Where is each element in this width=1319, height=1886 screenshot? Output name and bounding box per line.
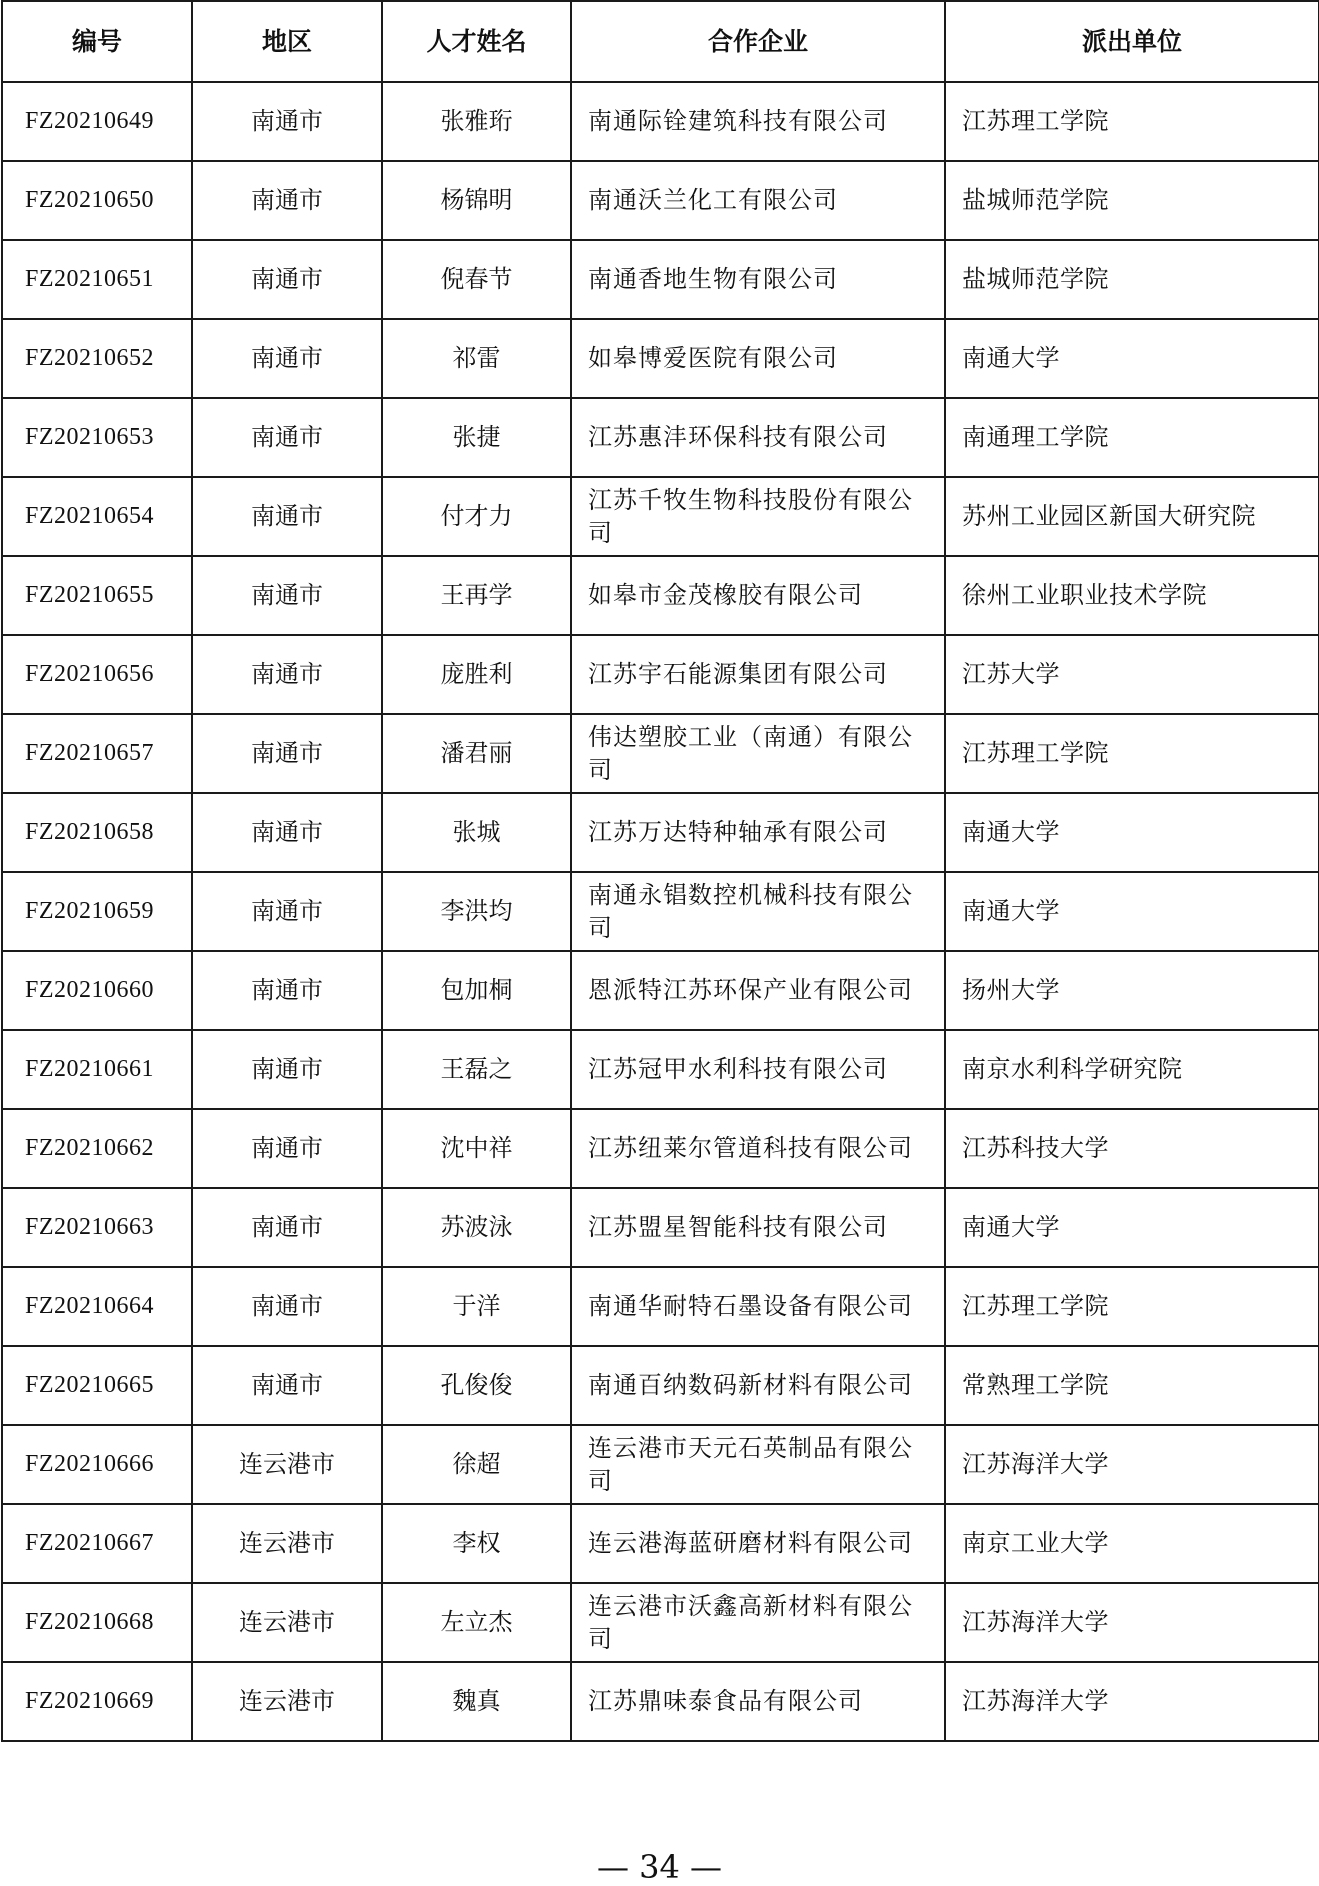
cell-talent-name: 王再学: [382, 556, 571, 635]
cell-talent-name: 包加桐: [382, 951, 571, 1030]
header-region: 地区: [192, 1, 382, 82]
cell-talent-name: 苏波泳: [382, 1188, 571, 1267]
cell-region: 南通市: [192, 556, 382, 635]
cell-id: FZ20210650: [2, 161, 192, 240]
cell-id: FZ20210656: [2, 635, 192, 714]
cell-talent-name: 张捷: [382, 398, 571, 477]
header-talent-name: 人才姓名: [382, 1, 571, 82]
cell-partner-company: 南通香地生物有限公司: [571, 240, 945, 319]
cell-id: FZ20210649: [2, 82, 192, 161]
cell-talent-name: 左立杰: [382, 1583, 571, 1662]
cell-id: FZ20210654: [2, 477, 192, 556]
table-row: [2, 1109, 1319, 1188]
table-row: [2, 240, 1319, 319]
cell-talent-name: 庞胜利: [382, 635, 571, 714]
cell-talent-name: 潘君丽: [382, 714, 571, 793]
cell-dispatch-unit: 江苏科技大学: [945, 1109, 1319, 1188]
cell-partner-company: 南通际铨建筑科技有限公司: [571, 82, 945, 161]
cell-partner-company: 伟达塑胶工业（南通）有限公司: [571, 714, 945, 793]
cell-dispatch-unit: 江苏理工学院: [945, 82, 1319, 161]
cell-dispatch-unit: 扬州大学: [945, 951, 1319, 1030]
cell-region: 南通市: [192, 1267, 382, 1346]
cell-talent-name: 于洋: [382, 1267, 571, 1346]
cell-partner-company: 江苏千牧生物科技股份有限公司: [571, 477, 945, 556]
cell-talent-name: 付才力: [382, 477, 571, 556]
cell-talent-name: 张雅珩: [382, 82, 571, 161]
table-row: [2, 714, 1319, 793]
cell-id: FZ20210665: [2, 1346, 192, 1425]
cell-dispatch-unit: 江苏海洋大学: [945, 1583, 1319, 1662]
cell-dispatch-unit: 南京水利科学研究院: [945, 1030, 1319, 1109]
cell-dispatch-unit: 江苏海洋大学: [945, 1662, 1319, 1741]
cell-dispatch-unit: 南通大学: [945, 319, 1319, 398]
cell-talent-name: 沈中祥: [382, 1109, 571, 1188]
table-row: [2, 319, 1319, 398]
cell-dispatch-unit: 南通大学: [945, 793, 1319, 872]
cell-partner-company: 南通沃兰化工有限公司: [571, 161, 945, 240]
cell-id: FZ20210661: [2, 1030, 192, 1109]
cell-region: 南通市: [192, 951, 382, 1030]
cell-partner-company: 南通百纳数码新材料有限公司: [571, 1346, 945, 1425]
cell-dispatch-unit: 常熟理工学院: [945, 1346, 1319, 1425]
table-row: [2, 1425, 1319, 1504]
cell-id: FZ20210653: [2, 398, 192, 477]
cell-id: FZ20210668: [2, 1583, 192, 1662]
cell-partner-company: 如皋博爱医院有限公司: [571, 319, 945, 398]
table-row: [2, 556, 1319, 635]
cell-region: 南通市: [192, 1188, 382, 1267]
cell-dispatch-unit: 徐州工业职业技术学院: [945, 556, 1319, 635]
cell-region: 南通市: [192, 714, 382, 793]
table-row: [2, 872, 1319, 951]
table-row: [2, 398, 1319, 477]
cell-talent-name: 徐超: [382, 1425, 571, 1504]
cell-partner-company: 江苏冠甲水利科技有限公司: [571, 1030, 945, 1109]
cell-dispatch-unit: 南通大学: [945, 872, 1319, 951]
cell-dispatch-unit: 南通理工学院: [945, 398, 1319, 477]
cell-talent-name: 倪春节: [382, 240, 571, 319]
cell-region: 南通市: [192, 161, 382, 240]
table-header-row: [2, 1, 1319, 82]
cell-id: FZ20210669: [2, 1662, 192, 1741]
cell-region: 连云港市: [192, 1425, 382, 1504]
cell-dispatch-unit: 江苏海洋大学: [945, 1425, 1319, 1504]
table-row: [2, 1662, 1319, 1741]
cell-dispatch-unit: 江苏理工学院: [945, 1267, 1319, 1346]
cell-dispatch-unit: 南通大学: [945, 1188, 1319, 1267]
cell-id: FZ20210664: [2, 1267, 192, 1346]
cell-region: 南通市: [192, 872, 382, 951]
cell-dispatch-unit: 苏州工业园区新国大研究院: [945, 477, 1319, 556]
cell-partner-company: 江苏纽莱尔管道科技有限公司: [571, 1109, 945, 1188]
cell-partner-company: 连云港海蓝研磨材料有限公司: [571, 1504, 945, 1583]
cell-id: FZ20210651: [2, 240, 192, 319]
table-row: [2, 161, 1319, 240]
cell-dispatch-unit: 南京工业大学: [945, 1504, 1319, 1583]
table-body: [2, 82, 1319, 1741]
talent-table: [1, 0, 1319, 1742]
cell-partner-company: 连云港市沃鑫高新材料有限公司: [571, 1583, 945, 1662]
cell-partner-company: 南通华耐特石墨设备有限公司: [571, 1267, 945, 1346]
cell-partner-company: 江苏万达特种轴承有限公司: [571, 793, 945, 872]
cell-talent-name: 祁雷: [382, 319, 571, 398]
cell-id: FZ20210660: [2, 951, 192, 1030]
cell-region: 南通市: [192, 240, 382, 319]
cell-talent-name: 杨锦明: [382, 161, 571, 240]
cell-talent-name: 孔俊俊: [382, 1346, 571, 1425]
cell-partner-company: 连云港市天元石英制品有限公司: [571, 1425, 945, 1504]
cell-region: 连云港市: [192, 1662, 382, 1741]
cell-id: FZ20210655: [2, 556, 192, 635]
table-row: [2, 635, 1319, 714]
cell-partner-company: 南通永锠数控机械科技有限公司: [571, 872, 945, 951]
table-row: [2, 951, 1319, 1030]
header-id: 编号: [2, 1, 192, 82]
cell-region: 南通市: [192, 477, 382, 556]
table-row: [2, 1188, 1319, 1267]
cell-region: 南通市: [192, 1030, 382, 1109]
cell-id: FZ20210658: [2, 793, 192, 872]
cell-partner-company: 恩派特江苏环保产业有限公司: [571, 951, 945, 1030]
cell-partner-company: 江苏惠沣环保科技有限公司: [571, 398, 945, 477]
cell-talent-name: 李权: [382, 1504, 571, 1583]
cell-partner-company: 江苏盟星智能科技有限公司: [571, 1188, 945, 1267]
cell-partner-company: 如皋市金茂橡胶有限公司: [571, 556, 945, 635]
header-partner-company: 合作企业: [571, 1, 945, 82]
cell-partner-company: 江苏鼎味泰食品有限公司: [571, 1662, 945, 1741]
cell-id: FZ20210667: [2, 1504, 192, 1583]
cell-talent-name: 魏真: [382, 1662, 571, 1741]
cell-id: FZ20210662: [2, 1109, 192, 1188]
cell-dispatch-unit: 江苏大学: [945, 635, 1319, 714]
cell-region: 南通市: [192, 319, 382, 398]
cell-dispatch-unit: 江苏理工学院: [945, 714, 1319, 793]
cell-id: FZ20210657: [2, 714, 192, 793]
cell-region: 南通市: [192, 635, 382, 714]
table-row: [2, 1583, 1319, 1662]
cell-region: 南通市: [192, 793, 382, 872]
table-row: [2, 82, 1319, 161]
cell-region: 连云港市: [192, 1583, 382, 1662]
table-row: [2, 1267, 1319, 1346]
cell-talent-name: 王磊之: [382, 1030, 571, 1109]
cell-region: 南通市: [192, 398, 382, 477]
page-number: — 34 —: [596, 1848, 723, 1886]
cell-talent-name: 李洪均: [382, 872, 571, 951]
cell-id: FZ20210666: [2, 1425, 192, 1504]
cell-region: 连云港市: [192, 1504, 382, 1583]
table-row: [2, 477, 1319, 556]
table-row: [2, 1346, 1319, 1425]
cell-dispatch-unit: 盐城师范学院: [945, 240, 1319, 319]
cell-region: 南通市: [192, 1109, 382, 1188]
cell-region: 南通市: [192, 82, 382, 161]
cell-region: 南通市: [192, 1346, 382, 1425]
cell-dispatch-unit: 盐城师范学院: [945, 161, 1319, 240]
table-row: [2, 793, 1319, 872]
cell-partner-company: 江苏宇石能源集团有限公司: [571, 635, 945, 714]
table-row: [2, 1030, 1319, 1109]
cell-id: FZ20210652: [2, 319, 192, 398]
cell-id: FZ20210663: [2, 1188, 192, 1267]
table-row: [2, 1504, 1319, 1583]
cell-id: FZ20210659: [2, 872, 192, 951]
header-dispatch-unit: 派出单位: [945, 1, 1319, 82]
cell-talent-name: 张城: [382, 793, 571, 872]
